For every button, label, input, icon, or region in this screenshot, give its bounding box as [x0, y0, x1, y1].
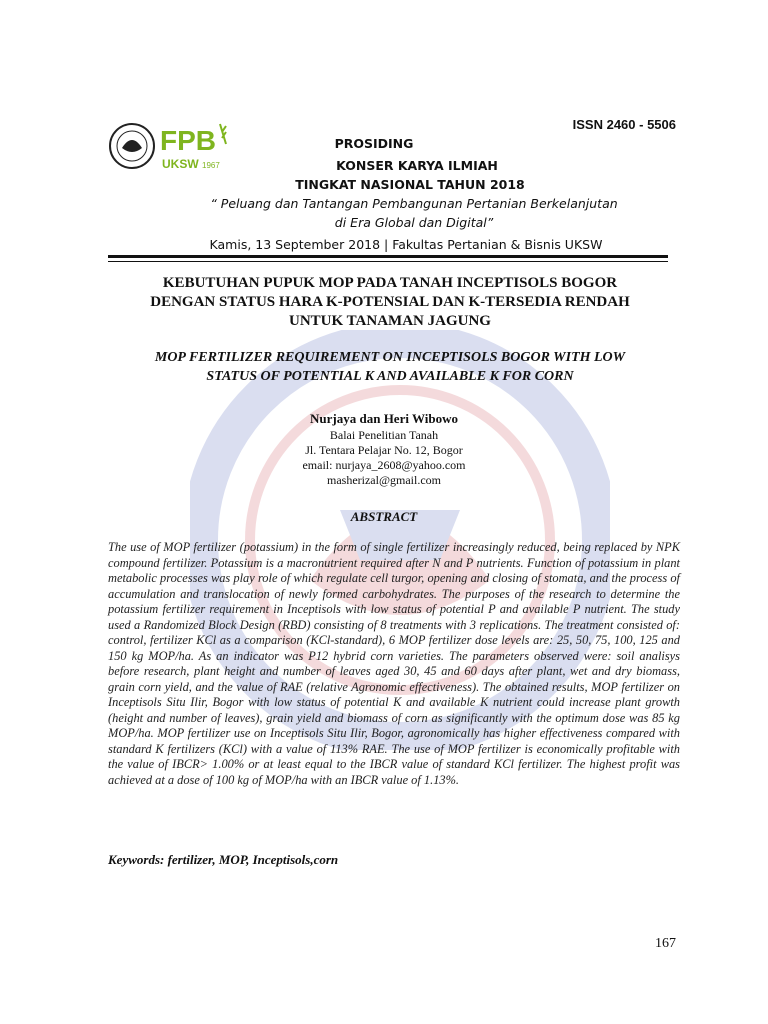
paper-title-line3: UNTUK TANAMAN JAGUNG	[289, 313, 491, 329]
author-email-2: masherizal@gmail.com	[326, 473, 441, 487]
abstract-heading: ABSTRACT	[350, 509, 418, 524]
author-names: Nurjaya dan Heri Wibowo	[310, 411, 458, 426]
proceedings-label: PROSIDING	[334, 136, 414, 151]
svg-text:1967: 1967	[202, 161, 220, 170]
svg-text:UKSW: UKSW	[162, 157, 199, 171]
conference-theme-line1: “ Peluang dan Tantangan Pembangunan Pertanian Berkelanjutan	[210, 196, 618, 211]
conference-theme-line2: di Era Global dan Digital”	[334, 215, 494, 230]
paper-subtitle	[100, 348, 680, 386]
conference-level: TINGKAT NASIONAL TAHUN 2018	[295, 177, 525, 192]
author-email-1: email: nurjaya_2608@yahoo.com	[302, 458, 466, 472]
author-institution: Balai Penelitian Tanah	[329, 428, 439, 442]
abstract-text: The use of MOP fertilizer (potassium) in the form of single fertilizer increasingly reduced, being replaced by NPK compound fertilizer. Potassium is a macronutrient required after N and P nutrients. Function of potassium in plant metabolic processes was play role of which regulate cell turgor, opening and closing of stomata, and the process of accumulation and translocation of newly formed carbohydrates. The purposes of the research to determine the potassium fertilizer requirement in Inceptisols with low status of potential P and available P nutrient. The study used a Randomized Block Design (RBD) consisting of 8 treatments with 3 replications. The treatment consisted of: control, fertilizer KCl as a comparison (KCl-standard), 6 MOP fertilizer dose levels are: 25, 50, 75, 100, 125 and 150 kg MOP/ha. As an indicator was P12 hybrid corn varieties. The parameters observed were: soil analisys before research, plant height and number of leaves aged 30, 45 and 60 days after plant, wet and dry biomass, grain corn yield, and the value of RAE (relative Agronomic effectiveness). The obtained results, MOP fertilizer on Inceptisols Situ Ilir, Bogor with low status of potential K and available K nutrient could increase plant growth (height and number of leaves), grain yield and biomass of corn as significantly with the optimum dose was 85 kg MOP/ha. MOP fertilizer use on Inceptisols Situ Ilir, Bogor, agronomically has higher effectiveness compared with standard K fertilizers (KCl) with a value of 113% RAE. The use of MOP fertilizer is economically profitable with the value of IBCR> 1.00% or at least equal to the IBCR value of standard KCl fertilizer. The highest profit was achieved at a dose of 100 kg of MOP/ha with an IBCR value of 1.13%.	[108, 540, 680, 787]
header-rule-thick	[108, 255, 668, 258]
paper-subtitle-line1: MOP FERTILIZER REQUIREMENT ON INCEPTISOLS BOGOR WITH LOW	[154, 350, 626, 365]
paper-title-line1: KEBUTUHAN PUPUK MOP PADA TANAH INCEPTISOLS BOGOR	[162, 275, 618, 291]
paper-title-line2: DENGAN STATUS HARA K-POTENSIAL DAN K-TERSEDIA RENDAH	[150, 294, 630, 310]
svg-text:FPB: FPB	[160, 125, 216, 156]
proceedings-header	[0, 134, 768, 254]
conference-date-venue: Kamis, 13 September 2018 | Fakultas Pertanian & Bisnis UKSW	[209, 237, 603, 252]
page-number: 167	[655, 936, 676, 951]
paper-subtitle-line2: STATUS OF POTENTIAL K AND AVAILABLE K FOR CORN	[206, 369, 574, 384]
keywords: Keywords: fertilizer, MOP, Inceptisols,corn	[108, 852, 339, 867]
issn-number: ISSN 2460 - 5506	[572, 117, 676, 132]
author-block	[0, 411, 768, 488]
conference-name: KONSER KARYA ILMIAH	[336, 158, 498, 173]
paper-title	[100, 274, 680, 331]
author-address: Jl. Tentara Pelajar No. 12, Bogor	[305, 443, 463, 457]
header-rule-thin	[108, 261, 668, 262]
